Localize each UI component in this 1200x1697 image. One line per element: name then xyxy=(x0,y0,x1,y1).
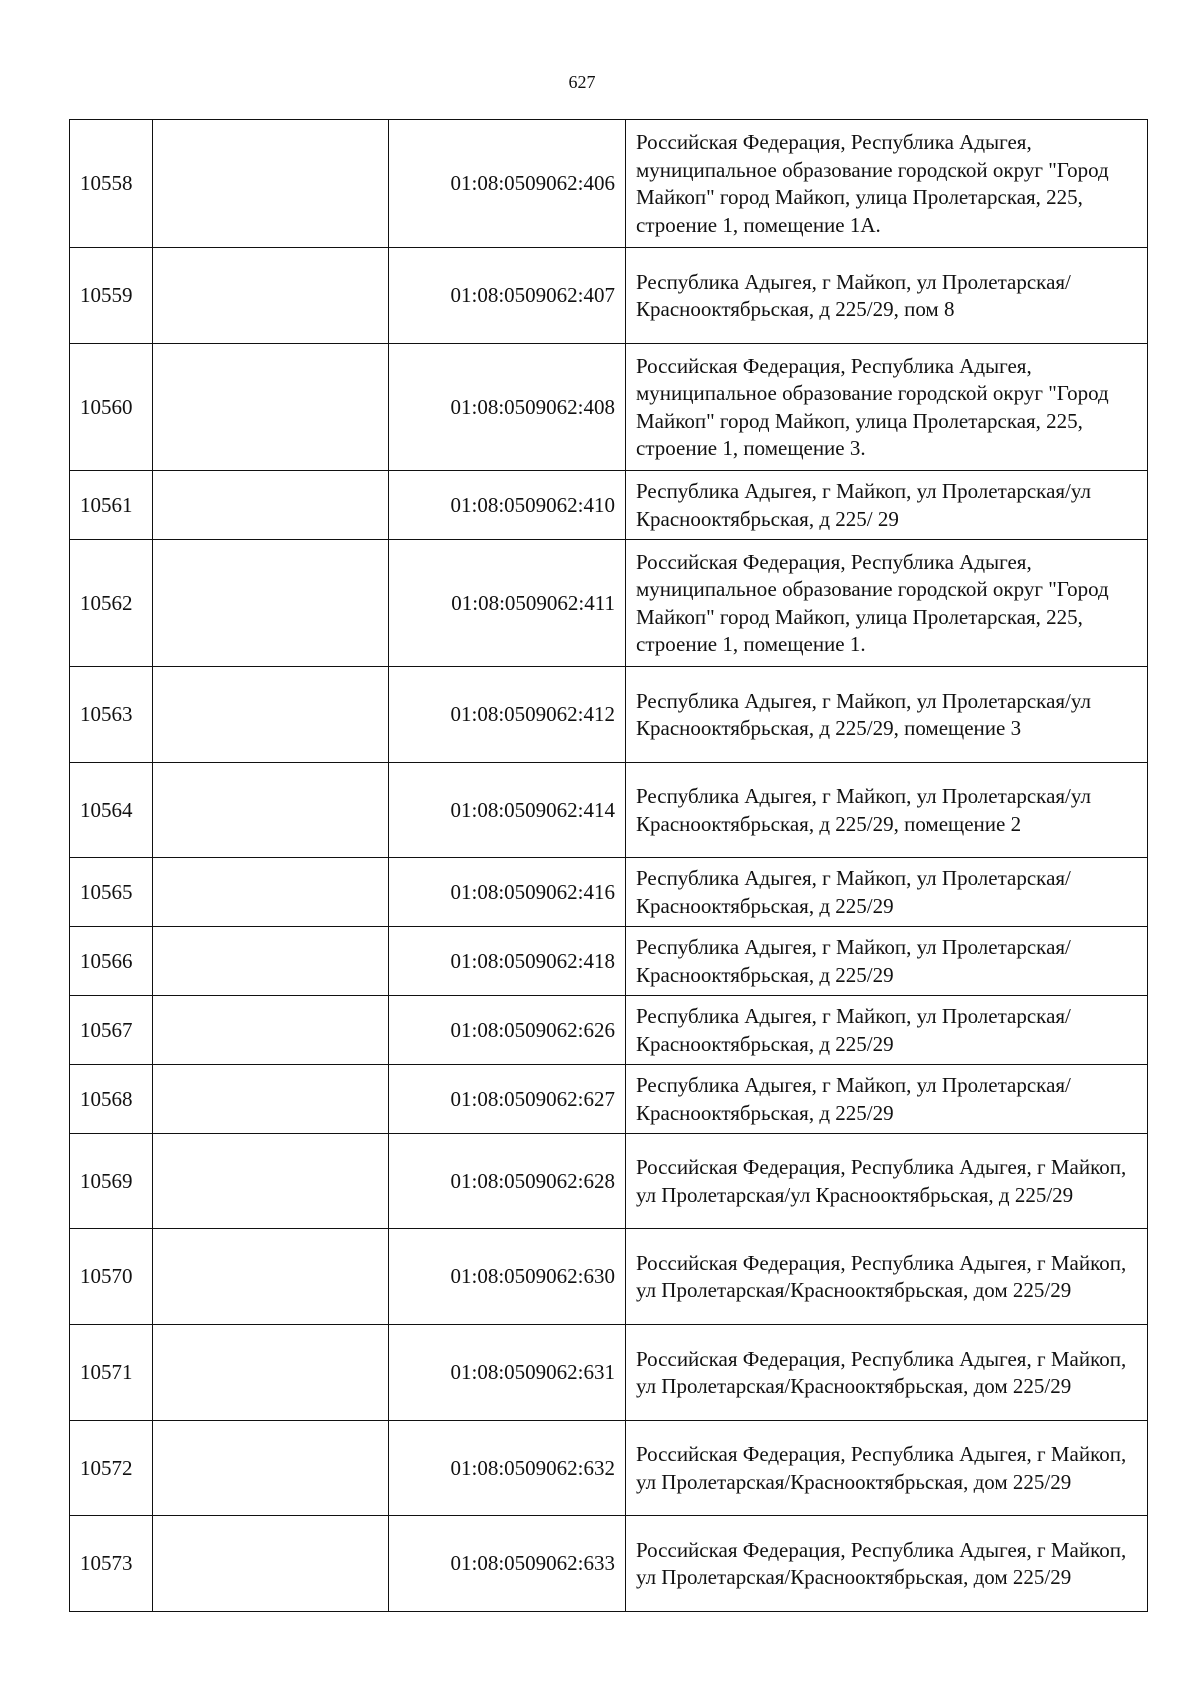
row-number: 10567 xyxy=(70,996,153,1065)
cadastral-number: 01:08:0509062:630 xyxy=(389,1229,626,1325)
empty-cell xyxy=(153,1065,389,1134)
table-row xyxy=(70,1229,1148,1325)
row-number: 10569 xyxy=(70,1134,153,1229)
address-cell: Российская Федерация, Республика Адыгея, муниципальное образование городской округ "Город Майкоп" город Майкоп, улица Пролетарская, 225, строение 1, помещение 1. xyxy=(626,540,1148,667)
address-cell: Российская Федерация, Республика Адыгея, г Майкоп, ул Пролетарская/Краснооктябрьская, дом 225/29 xyxy=(626,1325,1148,1421)
table-row xyxy=(70,1134,1148,1229)
table-row xyxy=(70,1065,1148,1134)
address-cell: Республика Адыгея, г Майкоп, ул Пролетарская/ул Краснооктябрьская, д 225/ 29 xyxy=(626,471,1148,540)
address-cell: Российская Федерация, Республика Адыгея, г Майкоп, ул Пролетарская/Краснооктябрьская, дом 225/29 xyxy=(626,1421,1148,1516)
address-cell: Республика Адыгея, г Майкоп, ул Пролетарская/Краснооктябрьская, д 225/29, пом 8 xyxy=(626,248,1148,344)
cadastral-number: 01:08:0509062:632 xyxy=(389,1421,626,1516)
address-cell: Республика Адыгея, г Майкоп, ул Пролетарская/ул Краснооктябрьская, д 225/29, помещение 2 xyxy=(626,763,1148,858)
row-number: 10572 xyxy=(70,1421,153,1516)
empty-cell xyxy=(153,120,389,248)
row-number: 10562 xyxy=(70,540,153,667)
row-number: 10570 xyxy=(70,1229,153,1325)
cadastral-number: 01:08:0509062:416 xyxy=(389,858,626,927)
table-row xyxy=(70,471,1148,540)
empty-cell xyxy=(153,1421,389,1516)
cadastral-number: 01:08:0509062:411 xyxy=(389,540,626,667)
row-number: 10571 xyxy=(70,1325,153,1421)
address-cell: Российская Федерация, Республика Адыгея, г Майкоп, ул Пролетарская/ул Краснооктябрьская, д 225/29 xyxy=(626,1134,1148,1229)
empty-cell xyxy=(153,344,389,471)
address-cell: Республика Адыгея, г Майкоп, ул Пролетарская/Краснооктябрьская, д 225/29 xyxy=(626,927,1148,996)
cadastral-number: 01:08:0509062:406 xyxy=(389,120,626,248)
empty-cell xyxy=(153,996,389,1065)
cadastral-number: 01:08:0509062:628 xyxy=(389,1134,626,1229)
cadastral-number: 01:08:0509062:633 xyxy=(389,1516,626,1612)
address-cell: Республика Адыгея, г Майкоп, ул Пролетарская/Краснооктябрьская, д 225/29 xyxy=(626,858,1148,927)
row-number: 10561 xyxy=(70,471,153,540)
address-cell: Республика Адыгея, г Майкоп, ул Пролетарская/ул Краснооктябрьская, д 225/29, помещение 3 xyxy=(626,667,1148,763)
empty-cell xyxy=(153,858,389,927)
address-cell: Республика Адыгея, г Майкоп, ул Пролетарская/Краснооктябрьская, д 225/29 xyxy=(626,1065,1148,1134)
empty-cell xyxy=(153,1229,389,1325)
cadastral-number: 01:08:0509062:418 xyxy=(389,927,626,996)
table-row xyxy=(70,1421,1148,1516)
table-row xyxy=(70,1516,1148,1612)
address-cell: Российская Федерация, Республика Адыгея, г Майкоп, ул Пролетарская/Краснооктябрьская, дом 225/29 xyxy=(626,1516,1148,1612)
empty-cell xyxy=(153,471,389,540)
cadastral-number: 01:08:0509062:408 xyxy=(389,344,626,471)
cadastral-number: 01:08:0509062:626 xyxy=(389,996,626,1065)
cadastral-number: 01:08:0509062:412 xyxy=(389,667,626,763)
table-row xyxy=(70,248,1148,344)
row-number: 10559 xyxy=(70,248,153,344)
table-row xyxy=(70,1325,1148,1421)
address-cell: Российская Федерация, Республика Адыгея, муниципальное образование городской округ "Город Майкоп" город Майкоп, улица Пролетарская, 225, строение 1, помещение 3. xyxy=(626,344,1148,471)
empty-cell xyxy=(153,248,389,344)
empty-cell xyxy=(153,1325,389,1421)
table-row xyxy=(70,540,1148,667)
row-number: 10560 xyxy=(70,344,153,471)
table-row xyxy=(70,763,1148,858)
cadastral-number: 01:08:0509062:414 xyxy=(389,763,626,858)
address-cell: Республика Адыгея, г Майкоп, ул Пролетарская/Краснооктябрьская, д 225/29 xyxy=(626,996,1148,1065)
page-number: 627 xyxy=(568,72,596,92)
cadastral-number: 01:08:0509062:410 xyxy=(389,471,626,540)
empty-cell xyxy=(153,540,389,667)
row-number: 10563 xyxy=(70,667,153,763)
table-row xyxy=(70,120,1148,248)
table-row xyxy=(70,344,1148,471)
row-number: 10564 xyxy=(70,763,153,858)
empty-cell xyxy=(153,1516,389,1612)
table-row xyxy=(70,927,1148,996)
table-row xyxy=(70,667,1148,763)
empty-cell xyxy=(153,763,389,858)
registry-table xyxy=(69,119,1148,1612)
table-row xyxy=(70,858,1148,927)
row-number: 10565 xyxy=(70,858,153,927)
cadastral-number: 01:08:0509062:407 xyxy=(389,248,626,344)
cadastral-number: 01:08:0509062:627 xyxy=(389,1065,626,1134)
table-row xyxy=(70,996,1148,1065)
row-number: 10568 xyxy=(70,1065,153,1134)
empty-cell xyxy=(153,927,389,996)
row-number: 10566 xyxy=(70,927,153,996)
address-cell: Российская Федерация, Республика Адыгея, муниципальное образование городской округ "Город Майкоп" город Майкоп, улица Пролетарская, 225, строение 1, помещение 1А. xyxy=(626,120,1148,248)
empty-cell xyxy=(153,1134,389,1229)
address-cell: Российская Федерация, Республика Адыгея, г Майкоп, ул Пролетарская/Краснооктябрьская, дом 225/29 xyxy=(626,1229,1148,1325)
registry-table-body xyxy=(70,120,1148,1612)
empty-cell xyxy=(153,667,389,763)
cadastral-number: 01:08:0509062:631 xyxy=(389,1325,626,1421)
row-number: 10573 xyxy=(70,1516,153,1612)
row-number: 10558 xyxy=(70,120,153,248)
